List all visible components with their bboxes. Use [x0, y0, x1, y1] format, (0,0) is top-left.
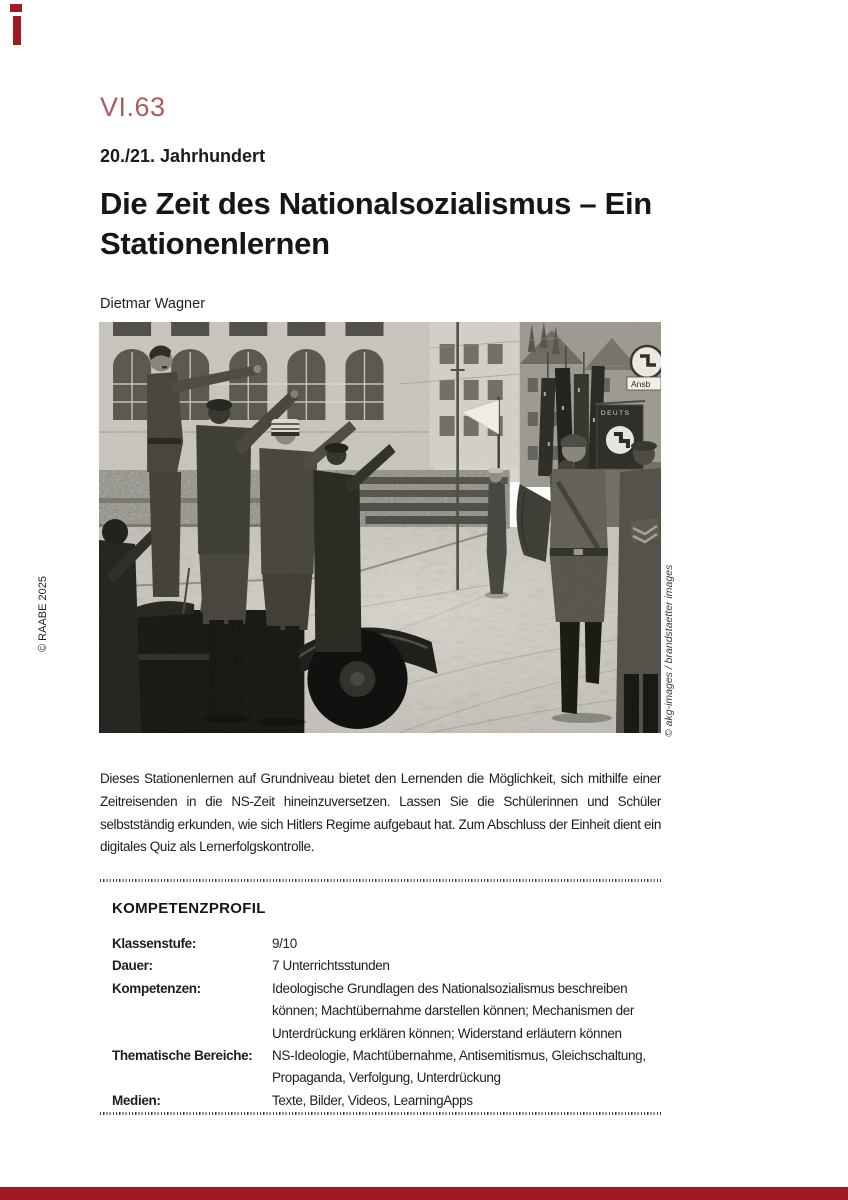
- row-label: Medien:: [112, 1092, 161, 1108]
- competence-profile-heading: KOMPETENZPROFIL: [112, 900, 266, 917]
- dotted-divider-top: [100, 879, 661, 882]
- unit-code: VI.63: [100, 92, 166, 122]
- row-value: 9/10: [272, 936, 297, 951]
- historical-photo: [99, 322, 661, 733]
- row-label: Kompetenzen:: [112, 980, 201, 996]
- photo-grain-overlay: [99, 322, 661, 733]
- photo-credit: © akg-images / brandstaetter images: [663, 564, 675, 737]
- row-value: Texte, Bilder, Videos, LearningApps: [272, 1092, 473, 1108]
- photo-banner-text: DEUTS: [600, 410, 631, 417]
- page-title-line1: Die Zeit des Nationalsozialismus – Ein: [100, 186, 652, 221]
- dotted-divider-bottom: [100, 1112, 661, 1115]
- competence-profile-table: [112, 933, 661, 1112]
- row-value: NS-Ideologie, Machtübernahme, Antisemitismus, Gleichschaltung, Propaganda, Verfolgung, Unterdrückung: [272, 1048, 646, 1086]
- row-value: 7 Unterrichtsstunden: [272, 958, 390, 974]
- table-row: [112, 933, 661, 955]
- series-heading: 20./21. Jahrhundert: [100, 146, 266, 166]
- print-mark-vertical: [13, 16, 21, 45]
- raabe-copyright: © RAABE 2025: [37, 576, 49, 652]
- row-label: Thematische Bereiche:: [112, 1048, 253, 1064]
- table-row: [112, 978, 661, 1045]
- table-row: [112, 1090, 661, 1112]
- page-title: [100, 184, 661, 264]
- row-label: Klassenstufe:: [112, 936, 196, 951]
- photo-sign-text: Ansb: [630, 379, 651, 389]
- row-label: Dauer:: [112, 958, 153, 974]
- table-row: [112, 1045, 661, 1090]
- intro-paragraph: Dieses Stationenlernen auf Grundniveau bietet den Lernenden die Möglichkeit, sich mithilfe einer Zeitreisenden in die NS-Zeit hineinzuversetzen. Lassen Sie die Schülerinnen und Schüler selbstständig erkunden, wie sich Hitlers Regime aufgebaut hat. Zum Abschluss der Einheit dient ein digitales Quiz als Lernerfolgskontrolle.: [100, 771, 661, 855]
- author-name: Dietmar Wagner: [100, 296, 206, 312]
- row-value: Ideologische Grundlagen des Nationalsozialismus beschreiben können; Machtübernahme darstellen können; Mechanismen der Unterdrückung erklären können; Widerstand erläutern können: [272, 980, 635, 1041]
- table-row: [112, 955, 661, 977]
- page-title-line2: Stationenlernen: [100, 226, 330, 261]
- print-mark-top: [10, 4, 22, 12]
- footer-accent-bar: [0, 1187, 848, 1200]
